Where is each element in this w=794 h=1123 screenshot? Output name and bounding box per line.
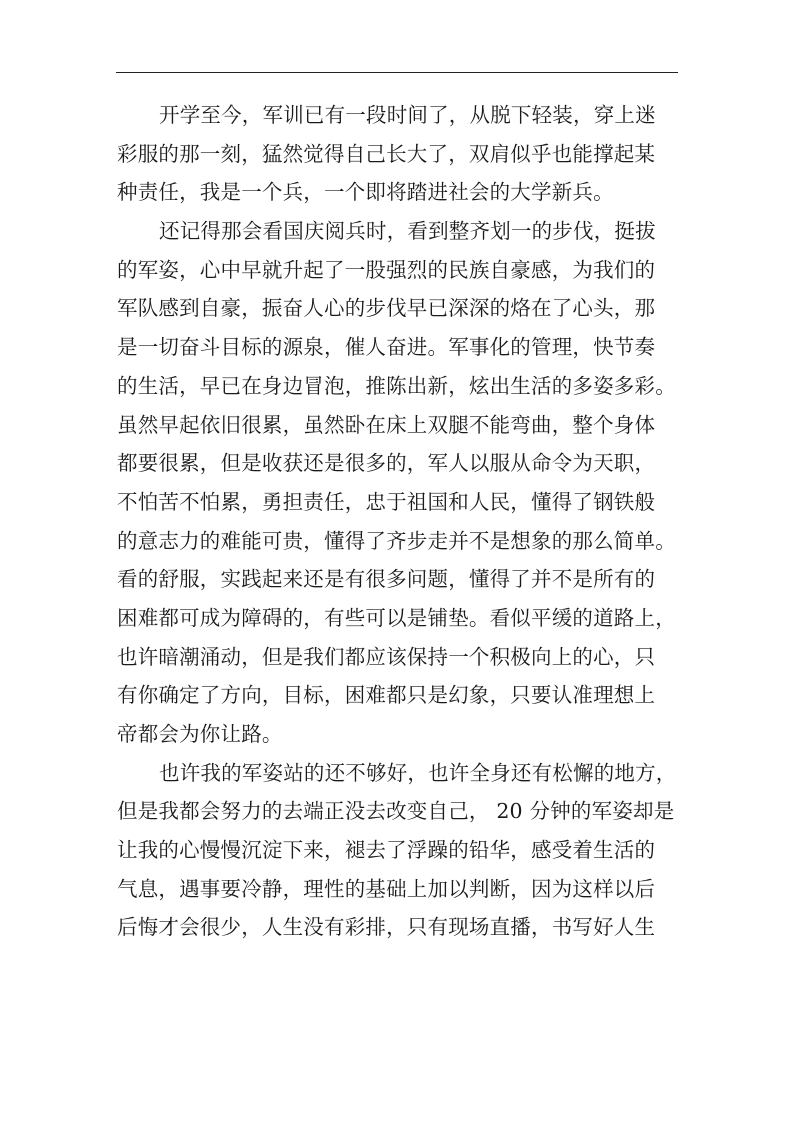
text-line: 气息，遇事要冷静，理性的基础上加以判断，因为这样以后 <box>117 876 656 901</box>
text-line: 的军姿，心中早就升起了一股强烈的民族自豪感，为我们的 <box>117 257 656 282</box>
text-line: 彩服的那一刻，猛然觉得自己长大了，双肩似乎也能撑起某 <box>117 141 656 166</box>
text-line: 也许暗潮涌动，但是我们都应该保持一个积极向上的心，只 <box>117 644 656 669</box>
text-line: 也许我的军姿站的还不够好，也许全身还有松懈的地方， <box>159 760 677 785</box>
header-rule <box>116 72 678 73</box>
text-line: 是一切奋斗目标的源泉，催人奋进。军事化的管理，快节奏 <box>117 335 656 360</box>
text-line: 种责任，我是一个兵，一个即将踏进社会的大学新兵。 <box>117 180 614 205</box>
text-line: 困难都可成为障碍的，有些可以是铺垫。看似平缓的道路上， <box>117 605 676 630</box>
text-line: 后悔才会很少，人生没有彩排，只有现场直播，书写好人生 <box>117 915 656 940</box>
text-line: 有你确定了方向，目标，困难都只是幻象，只要认准理想上 <box>117 683 656 708</box>
text-line: 还记得那会看国庆阅兵时，看到整齐划一的步伐，挺拔 <box>159 219 656 244</box>
text-line: 都要很累，但是收获还是很多的，军人以服从命令为天职， <box>117 451 656 476</box>
text-line: 虽然早起依旧很累，虽然卧在床上双腿不能弯曲，整个身体 <box>117 412 656 437</box>
text-line: 的意志力的难能可贵，懂得了齐步走并不是想象的那么简单。 <box>117 528 676 553</box>
text-line: 的生活，早已在身边冒泡，推陈出新，炫出生活的多姿多彩。 <box>117 373 676 398</box>
text-line: 帝都会为你让路。 <box>117 722 283 746</box>
document-body <box>117 96 679 947</box>
text-line: 军队感到自豪，振奋人心的步伐早已深深的烙在了心头，那 <box>117 296 656 321</box>
text-line: 看的舒服，实践起来还是有很多问题，懂得了并不是所有的 <box>117 567 656 592</box>
text-line: 让我的心慢慢沉淀下来，褪去了浮躁的铅华，感受着生活的 <box>117 838 656 863</box>
text-line: 但是我都会努力的去端正没去改变自己， 20 分钟的军姿却是 <box>117 799 675 824</box>
text-line: 开学至今，军训已有一段时间了，从脱下轻装，穿上迷 <box>159 103 656 127</box>
text-line: 不怕苦不怕累，勇担责任，忠于祖国和人民，懂得了钢铁般 <box>117 489 656 514</box>
